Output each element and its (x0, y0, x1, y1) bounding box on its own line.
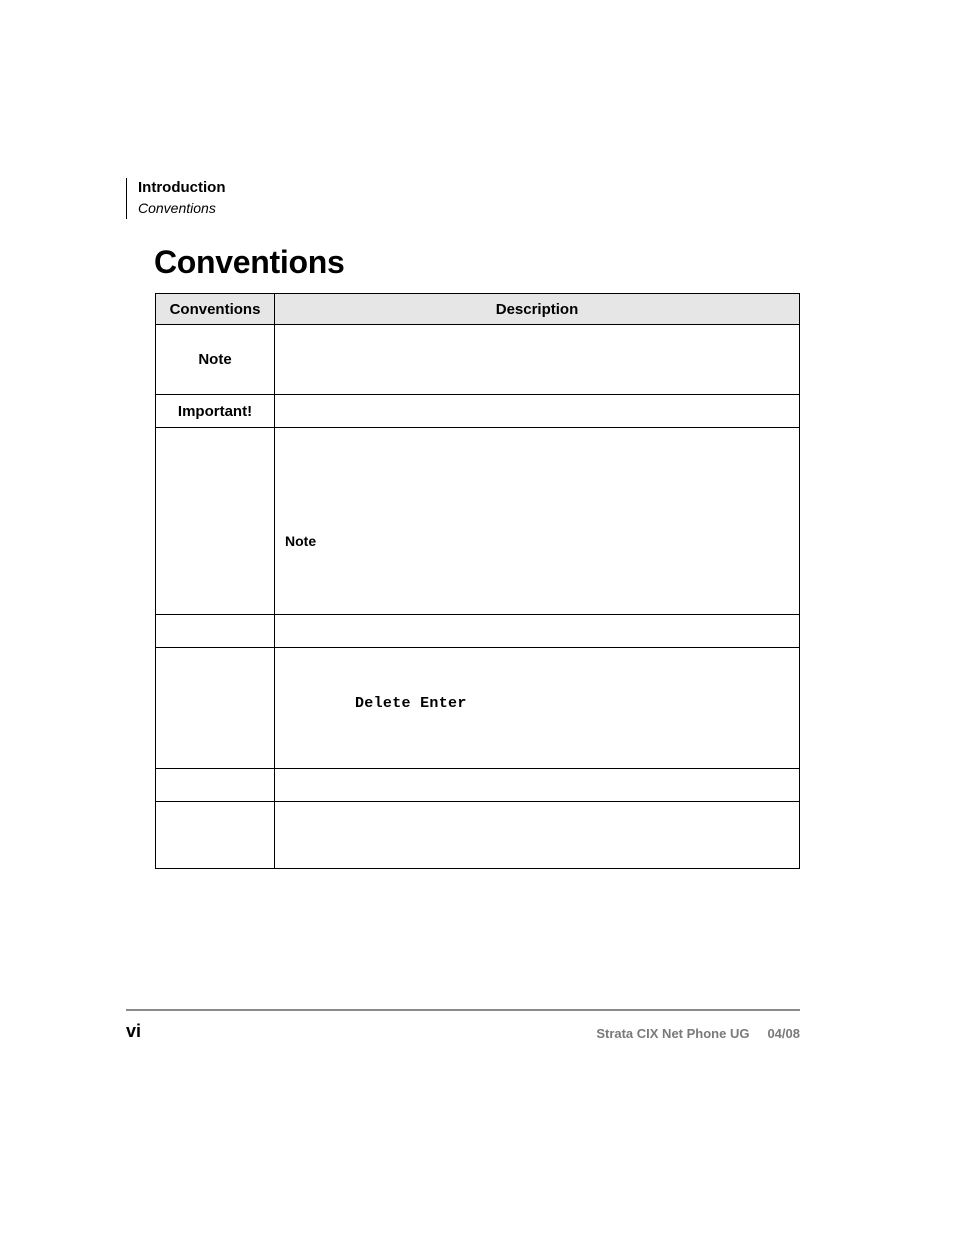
section-title: Conventions (138, 200, 216, 216)
chapter-title: Introduction (138, 179, 226, 196)
convention-cell (156, 769, 275, 802)
conventions-table (155, 293, 800, 869)
key-names-example: Delete Enter (355, 695, 467, 712)
running-head (126, 178, 225, 219)
convention-cell (156, 648, 275, 769)
table-header-row (156, 294, 800, 325)
description-cell (275, 648, 800, 769)
table-row (156, 648, 800, 769)
footer-doc-info (596, 1026, 800, 1041)
description-cell (275, 615, 800, 648)
page-number: vi (126, 1021, 142, 1041)
description-cell (275, 769, 800, 802)
page-title: Conventions (154, 244, 345, 280)
description-cell (275, 395, 800, 428)
convention-cell (156, 428, 275, 615)
table-row (156, 395, 800, 428)
convention-cell (156, 802, 275, 869)
description-cell (275, 428, 800, 615)
footer-doc-date: 04/08 (767, 1026, 800, 1041)
table-row (156, 325, 800, 395)
table-row (156, 802, 800, 869)
convention-cell: Note (156, 325, 275, 395)
column-header-conventions: Conventions (156, 294, 275, 325)
table-row (156, 769, 800, 802)
footer-divider (126, 1009, 800, 1011)
footer-doc-title: Strata CIX Net Phone UG (596, 1026, 750, 1041)
note-label: Note (285, 533, 317, 549)
convention-cell (156, 615, 275, 648)
description-cell (275, 802, 800, 869)
table-row (156, 428, 800, 615)
table-row (156, 615, 800, 648)
convention-cell: Important! (156, 395, 275, 428)
description-cell (275, 325, 800, 395)
column-header-description: Description (275, 294, 800, 325)
